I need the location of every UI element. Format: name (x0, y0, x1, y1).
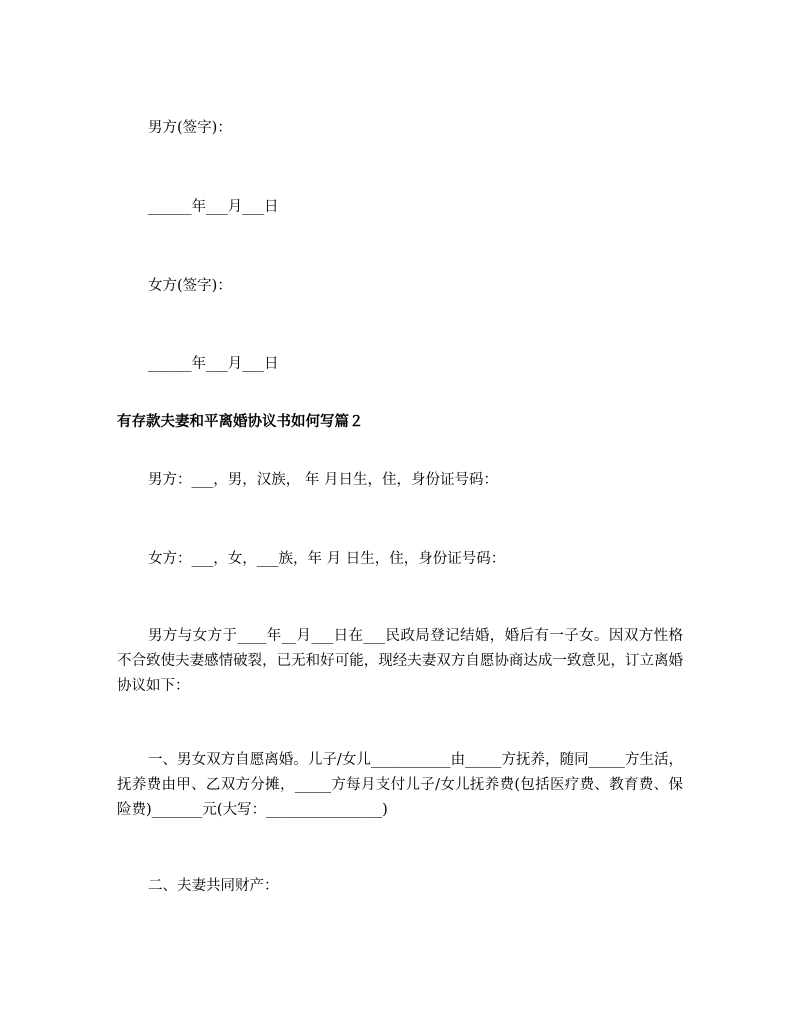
male-signature-date: ______年___月___日 (148, 199, 279, 215)
clause-1-paragraph: 一、男女双方自愿离婚。儿子/女儿___________由_____方抚养，随同_____方生活，抚养费由甲、乙双方分摊，_____方每月支付儿子/女儿抚养费(包括医疗费、教育费、保险费)_______元(大写：________________) (117, 752, 683, 818)
intro-paragraph: 男方与女方于____年__月___日在___民政局登记结婚，婚后有一子女。因双方性格不合致使夫妻感情破裂，已无和好可能，现经夫妻双方自愿协商达成一致意见，订立离婚协议如下： (117, 628, 683, 694)
female-signature-line: 女方(签字)： (148, 278, 232, 294)
section-title: 有存款夫妻和平离婚协议书如何写篇２ (117, 413, 364, 430)
clause-2-heading: 二、夫妻共同财产： (148, 878, 279, 894)
male-signature-line: 男方(签字)： (148, 120, 232, 136)
female-party-info: 女方：___，女，___族，年 月 日生，住，身份证号码： (148, 551, 506, 567)
male-party-info: 男方：___，男，汉族， 年 月日生，住，身份证号码： (148, 472, 498, 488)
female-signature-date: ______年___月___日 (148, 356, 279, 372)
